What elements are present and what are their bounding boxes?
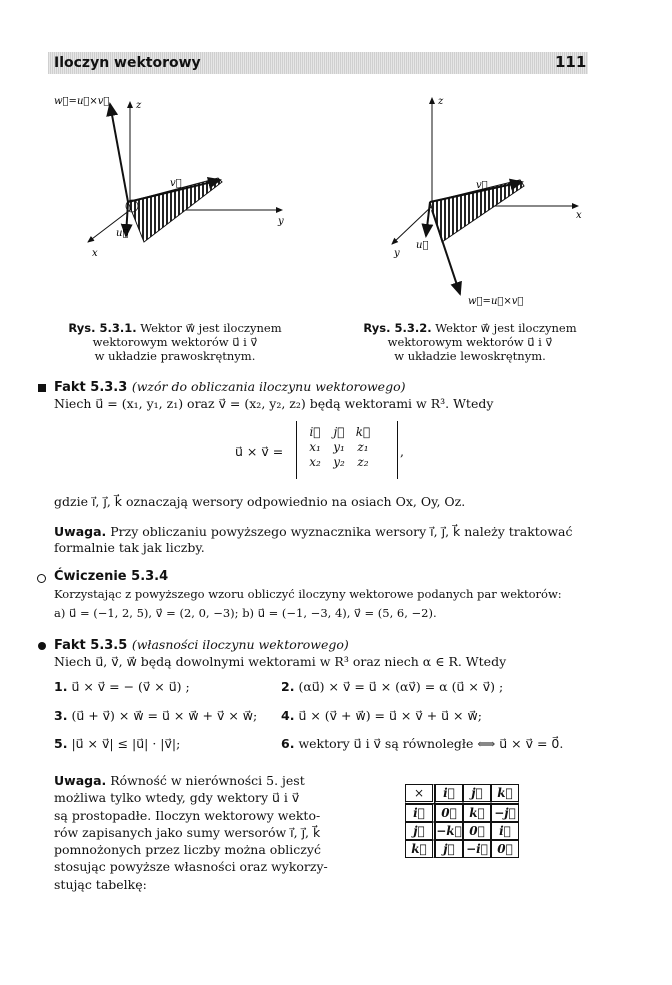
table-cell: i⃗: [491, 822, 519, 840]
exercise-bullet: [37, 574, 46, 583]
property-2: 2. (αu⃗) × v⃗ = u⃗ × (αv⃗) = α (u⃗ × v⃗) ;: [281, 679, 504, 694]
vector-w: [110, 104, 128, 202]
table-row: [405, 822, 519, 840]
table-row: [405, 804, 519, 822]
table-cell: j⃗: [435, 840, 463, 858]
table-cell: 0⃗: [491, 840, 519, 858]
determinant: [296, 421, 398, 479]
label-v: v⃗: [170, 178, 182, 189]
label-y: y: [278, 216, 284, 227]
label-y: y: [394, 248, 400, 259]
table-cell: 0⃗: [463, 822, 491, 840]
label-w: w⃗=u⃗×v⃗: [54, 96, 110, 107]
fact-bullet: [38, 642, 46, 650]
det-cell: y₁: [333, 439, 345, 454]
cross-product-table: [405, 784, 519, 858]
table-cell: 0⃗: [435, 804, 463, 822]
exercise-line-2: a) u⃗ = (−1, 2, 5), v⃗ = (2, 0, −3); b) u⃗ = (−1, −3, 4), v⃗ = (5, 6, −2).: [54, 606, 437, 620]
table-cell: j⃗: [463, 784, 491, 804]
table-cell: −j⃗: [491, 804, 519, 822]
property-6: 6. wektory u⃗ i v⃗ są równoległe ⟺ u⃗ × v⃗ = 0⃗.: [281, 736, 564, 751]
label-z: z: [438, 96, 444, 107]
table-cell: k⃗: [405, 840, 435, 858]
det-cell: x₂: [309, 454, 321, 469]
exercise-line-1: Korzystając z powyższego wzoru obliczyć iloczyny wektorowe podanych par wektorów:: [54, 587, 562, 601]
label-z: z: [136, 100, 142, 111]
vector-u: [426, 202, 430, 236]
det-cell: x₁: [309, 439, 321, 454]
det-cell: z₁: [357, 439, 369, 454]
label-x: x: [576, 210, 582, 221]
fact-533-text: Niech u⃗ = (x₁, y₁, z₁) oraz v⃗ = (x₂, y₂, z₂) będą wektorami w R³. Wtedy: [54, 396, 494, 411]
label-w: w⃗=u⃗×v⃗: [468, 296, 524, 307]
table-cell: j⃗: [405, 822, 435, 840]
table-cell: i⃗: [405, 804, 435, 822]
figure-left-handed: [380, 90, 600, 310]
property-4: 4. u⃗ × (v⃗ + w⃗) = u⃗ × v⃗ + u⃗ × w⃗;: [281, 708, 482, 723]
fact-bullet: [38, 384, 46, 392]
label-u: u⃗: [116, 228, 129, 239]
table-cell: −k⃗: [436, 824, 462, 838]
table-cell: −i⃗: [463, 840, 491, 858]
table-row: [405, 840, 519, 858]
det-cell: j⃗: [333, 424, 345, 439]
label-x: x: [92, 248, 98, 259]
table-cell: k⃗: [463, 804, 491, 822]
table-cell: k⃗: [491, 784, 519, 804]
page-number: 111: [555, 53, 587, 71]
label-u: u⃗: [416, 240, 429, 251]
det-cell: z₂: [357, 454, 369, 469]
exercise-heading: Ćwiczenie 5.3.4: [54, 569, 169, 584]
property-3: 3. (u⃗ + v⃗) × w⃗ = u⃗ × w⃗ + v⃗ × w⃗;: [54, 708, 258, 723]
property-1: 1. u⃗ × v⃗ = − (v⃗ × u⃗) ;: [54, 679, 190, 694]
table-row: [405, 784, 519, 804]
property-5: 5. |u⃗ × v⃗| ≤ |u⃗| · |v⃗|;: [54, 736, 181, 751]
fact-535-text: Niech u⃗, v⃗, w⃗ będą dowolnymi wektorami w R³ oraz niech α ∈ R. Wtedy: [54, 654, 507, 669]
table-cell: ×: [405, 784, 435, 804]
det-cell: k⃗: [355, 424, 371, 439]
running-title: Iloczyn wektorowy: [54, 55, 201, 71]
det-cell: i⃗: [309, 424, 321, 439]
det-cell: y₂: [333, 454, 345, 469]
y-axis: [392, 206, 432, 244]
cross-product-lhs: u⃗ × v⃗ =: [235, 444, 284, 459]
figure-right-handed: [50, 90, 310, 270]
caption-fig-2: Rys. 5.3.2. Wektor w⃗ jest iloczynem wektorowym wektorów u⃗ i v⃗ w układzie lewoskrętnym.: [363, 321, 577, 363]
fact-535-heading: Fakt 5.3.5 (własności iloczynu wektorowego): [54, 637, 349, 653]
det-comma: ,: [400, 444, 404, 459]
label-v: v⃗: [476, 180, 488, 191]
fact-533-after: gdzie i⃗, j⃗, k⃗ oznaczają wersory odpowiednio na osiach Ox, Oy, Oz.: [54, 494, 466, 509]
table-cell: i⃗: [435, 784, 463, 804]
caption-fig-1: Rys. 5.3.1. Wektor w⃗ jest iloczynem wektorowym wektorów u⃗ i v⃗ w układzie prawoskrętnym.: [68, 321, 282, 363]
fact-533-heading: Fakt 5.3.3 (wzór do obliczania iloczynu wektorowego): [54, 379, 406, 395]
remark-2: Uwaga. Równość w nierówności 5. jest możliwa tylko wtedy, gdy wektory u⃗ i v⃗ są prostopadłe. Iloczyn wektorowy wekto- rów zapisanych jako sumy wersorów i⃗, j⃗, k⃗ pomnożonych przez liczby można obliczyć stosując powyższe własności oraz wykorzy- stując tabelkę:: [54, 773, 328, 892]
remark-1: Uwaga. Przy obliczaniu powyższego wyznacznika wersory i⃗, j⃗, k⃗ należy traktować formalnie tak jak liczby.: [54, 524, 573, 555]
